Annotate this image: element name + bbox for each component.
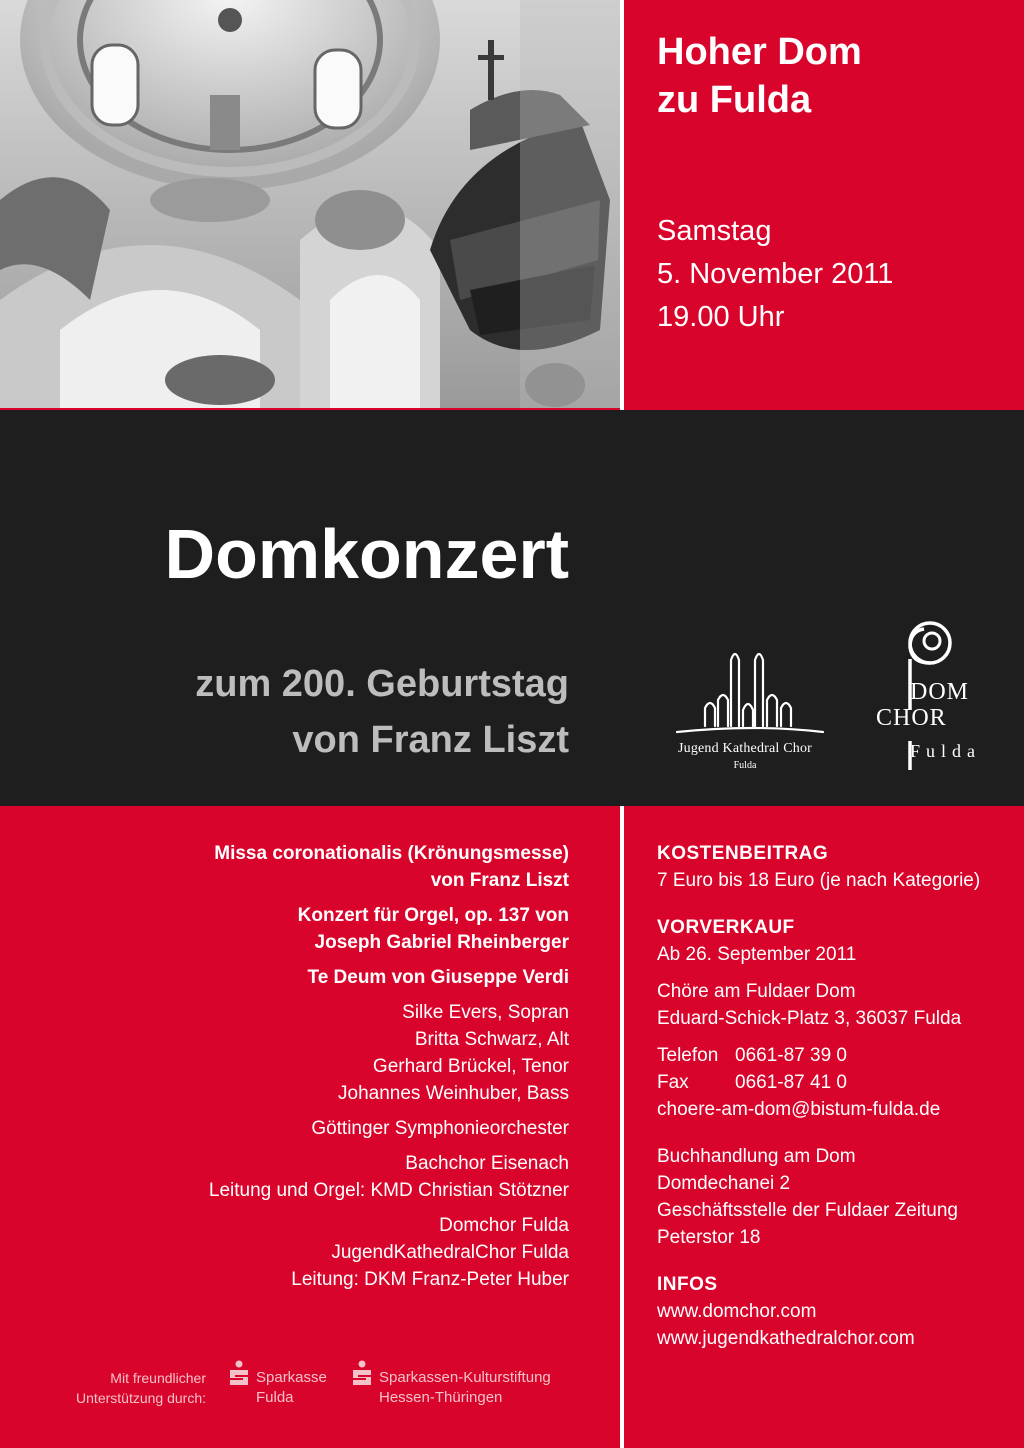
soloist: Johannes Weinhuber, Bass: [338, 1083, 569, 1104]
sponsor-name: [256, 1368, 327, 1408]
shop-line: Peterstor 18: [657, 1227, 761, 1248]
cathedral-interior-photo: [0, 0, 620, 408]
main-title: Domkonzert: [164, 515, 569, 593]
office-address: Eduard-Schick-Platz 3, 36037 Fulda: [657, 1008, 962, 1029]
fax-value: 0661-87 41 0: [735, 1072, 847, 1093]
sponsor-1-line-1: Sparkasse: [256, 1369, 327, 1386]
guest-choir: [9, 1150, 569, 1204]
phone-value: 0661-87 39 0: [735, 1045, 847, 1066]
event-weekday: Samstag: [657, 215, 772, 247]
work-line: Missa coronationalis (Krönungsmesse): [214, 843, 569, 864]
office-name: Chöre am Fuldaer Dom: [657, 981, 856, 1002]
venue-line-1: Hoher Dom: [657, 31, 862, 73]
jkc-logo-city: Fulda: [733, 760, 757, 771]
sparkasse-s-icon: [228, 1360, 250, 1386]
sponsor-label-line-2: Unterstützung durch:: [76, 1390, 206, 1406]
infos-heading: INFOS: [657, 1274, 718, 1295]
home-choirs: [9, 1212, 569, 1293]
choir-line: Domchor Fulda: [439, 1215, 569, 1236]
soloist: Britta Schwarz, Alt: [414, 1029, 569, 1050]
choir-line: Leitung und Orgel: KMD Christian Stötzner: [208, 1180, 569, 1201]
orchestra-name: Göttinger Symphonieorchester: [311, 1118, 569, 1139]
sponsor-label-line-1: Mit freundlicher: [110, 1370, 206, 1386]
work-line: Joseph Gabriel Rheinberger: [314, 932, 569, 953]
venue-line-2: zu Fulda: [657, 79, 812, 121]
work-rheinberger: [9, 902, 569, 956]
orchestra: [9, 1115, 569, 1142]
choir-line: Bachchor Eisenach: [405, 1153, 569, 1174]
subtitle-line-2: von Franz Liszt: [292, 719, 569, 761]
cathedral-logo-icon: [655, 640, 835, 740]
cost-text: 7 Euro bis 18 Euro (je nach Kategorie): [657, 870, 981, 891]
choir-line: JugendKathedralChor Fulda: [331, 1242, 569, 1263]
event-time: 19.00 Uhr: [657, 301, 785, 333]
soloists: [9, 999, 569, 1107]
work-liszt: [9, 840, 569, 894]
shop-line: Buchhandlung am Dom: [657, 1146, 856, 1167]
presale-heading: VORVERKAUF: [657, 917, 795, 938]
work-verdi: [9, 964, 569, 991]
domchor-logo-city: Fulda: [910, 741, 982, 761]
soloist: Silke Evers, Sopran: [402, 1002, 569, 1023]
presale-date: Ab 26. September 2011: [657, 944, 857, 965]
subtitle: [195, 656, 569, 768]
sparkasse-s-icon: [351, 1360, 373, 1386]
concert-program: [9, 840, 569, 1301]
shop-line: Domdechanei 2: [657, 1173, 791, 1194]
jugend-kathedral-chor-logo: [655, 640, 835, 780]
choir-line: Leitung: DKM Franz-Peter Huber: [291, 1269, 569, 1290]
fax-row: [657, 1069, 1017, 1096]
sponsor-label: [76, 1368, 206, 1408]
website-link-domchor[interactable]: www.domchor.com: [657, 1301, 817, 1322]
subtitle-line-1: zum 200. Geburtstag: [195, 663, 569, 705]
domchor-logo-chor: CHOR: [876, 705, 947, 731]
work-line: Konzert für Orgel, op. 137 von: [297, 905, 569, 926]
work-line: von Franz Liszt: [430, 870, 569, 891]
jkc-logo-name: Jugend Kathedral Chor: [677, 741, 813, 756]
sponsor-2-line-1: Sparkassen-Kulturstiftung: [379, 1369, 551, 1386]
soloist: Gerhard Brückel, Tenor: [372, 1056, 569, 1077]
cost-heading: KOSTENBEITRAG: [657, 843, 829, 864]
work-line: Te Deum von Giuseppe Verdi: [307, 967, 569, 988]
shop-line: Geschäftsstelle der Fuldaer Zeitung: [657, 1200, 958, 1221]
domchor-fulda-logo: [872, 615, 1002, 780]
phone-label: Telefon: [657, 1045, 719, 1066]
phone-row: [657, 1042, 1017, 1069]
sponsor-name: [379, 1368, 551, 1408]
event-date-text: 5. November 2011: [657, 258, 894, 290]
ticket-info: [657, 840, 1017, 1352]
venue-title: [657, 28, 997, 124]
website-link-jkc[interactable]: www.jugendkathedralchor.com: [657, 1328, 915, 1349]
sponsor-2-line-2: Hessen-Thüringen: [379, 1389, 503, 1406]
domchor-logo-dom: DOM: [910, 679, 970, 705]
event-date: [657, 210, 997, 339]
sponsor-1-line-2: Fulda: [256, 1389, 294, 1406]
fax-label: Fax: [657, 1072, 689, 1093]
email-link[interactable]: choere-am-dom@bistum-fulda.de: [657, 1099, 941, 1120]
